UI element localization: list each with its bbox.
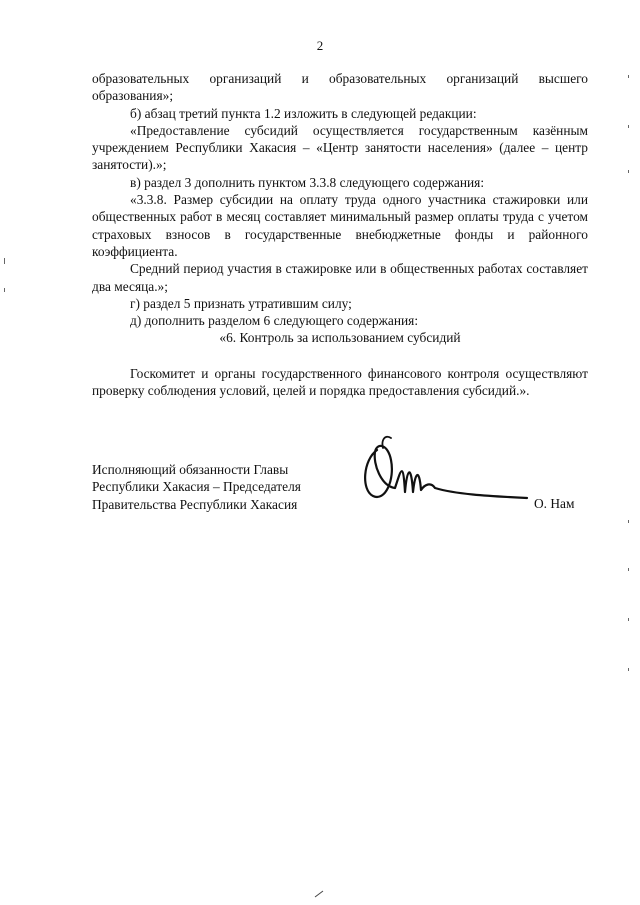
spacer xyxy=(92,347,588,365)
signatory-name: О. Нам xyxy=(534,496,575,511)
paragraph-quote-3-3-8: «3.3.8. Размер субсидии на оплату труда одного участника стажировки или общественных работ в месяц составляет минимальный размер оплаты труда с учетом страховых взносов в государственные внебюджетные фонды и районного коэффициента. xyxy=(92,192,588,259)
scan-mark xyxy=(4,258,5,264)
paragraph-period: Средний период участия в стажировке или в общественных работах составляет два месяца.»; xyxy=(92,261,588,294)
signatory-line-1: Исполняющий обязанности Главы xyxy=(92,462,289,477)
paragraph-continuation: образовательных организаций и образовательных организаций высшего xyxy=(92,71,588,86)
paragraph-quote-1: «Предоставление субсидий осуществляется государственным казённым учреждением Республики Хакасия – «Центр занятости населения» (далее – центр занятости).»; xyxy=(92,122,588,173)
paragraph-control: Госкомитет и органы государственного финансового контроля осуществляют проверку соблюдения условий, целей и порядка предоставления субсидий.». xyxy=(92,365,588,399)
scan-mark xyxy=(628,568,629,571)
paragraph-item-g: г) раздел 5 признать утратившим силу; xyxy=(130,295,352,311)
handwritten-signature xyxy=(355,430,530,520)
scan-mark xyxy=(314,890,324,898)
paragraph-continuation-end: образования»; xyxy=(92,88,174,104)
page-number: 2 xyxy=(316,38,324,53)
scan-mark xyxy=(4,288,5,292)
paragraph-item-v: в) раздел 3 дополнить пунктом 3.3.8 следующего содержания: xyxy=(130,174,485,190)
section-heading: «6. Контроль за использованием субсидий xyxy=(219,330,461,346)
scan-mark xyxy=(628,618,629,621)
signatory-line-2: Республики Хакасия – Председателя xyxy=(92,479,301,495)
signatory-line-3: Правительства Республики Хакасия xyxy=(92,496,298,512)
scan-mark xyxy=(628,170,629,173)
paragraph-item-b: б) абзац третий пункта 1.2 изложить в следующей редакции: xyxy=(130,105,477,121)
scan-mark xyxy=(628,520,629,523)
signatory-title xyxy=(92,461,392,513)
scan-mark xyxy=(628,125,629,128)
paragraph-item-d: д) дополнить разделом 6 следующего содержания: xyxy=(130,313,419,329)
scan-mark xyxy=(628,668,629,671)
document-body xyxy=(92,70,588,399)
scan-mark xyxy=(628,75,629,78)
